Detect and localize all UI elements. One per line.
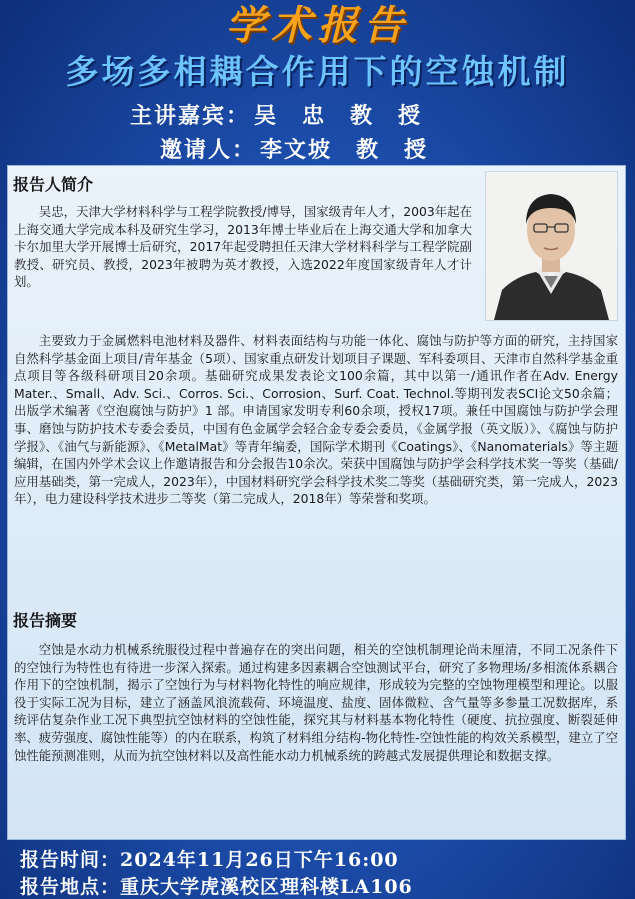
talk-topic: 多场多相耦合作用下的空蚀机制 <box>65 52 570 91</box>
speaker-photo <box>485 171 618 321</box>
abstract-heading: 报告摘要 <box>13 611 78 630</box>
bio-paragraph-2: 主要致力于金属燃料电池材料及器件、材料表面结构与功能一体化、腐蚀与防护等方面的研究，主持国家自然科学基金面上项目/青年基金（5项）、国家重点研发计划项目子课题、军科委项目、天津市自然科学基金重点项目等各级科研项目20余项。基础研究成果发表论文100余篇，其中以第一/通讯作者在Adv. Energy Mater.、Small、Adv. Sci.、Corros. Sci.、Corrosion、Surf. Coat. Technol.等期刊发表SCI论文50余篇；出版学术编著《空泡腐蚀与防护》1 部。申请国家发明专利60余项，授权17项。兼任中国腐蚀与防护学会理事、磨蚀与防护技术专委会委员，中国有色金属学会轻合金专委会委员，《金属学报（英文版）》、《腐蚀与防护学报》、《油气与新能源》、《MetalMat》等青年编委，国际学术期刊《Coatings》、《Nanomaterials》等主题编辑，在国内外学术会议上作邀请报告和分会报告10余次。荣获中国腐蚀与防护学会科学技术奖一等奖（基础/应用基础类，第一完成人，2023年），中国材料研究学会科学技术奖二等奖（基础研究类，第一完成人，2023年），电力建设科学技术进步二等奖（第二完成人，2018年）等荣誉和奖项。 <box>14 333 618 507</box>
speaker-portrait-graphic <box>486 172 617 320</box>
inviter-line <box>160 133 432 164</box>
bio-paragraph-1: 吴忠，天津大学材料科学与工程学院教授/博导，国家级青年人才，2003年起在上海交通大学完成本科及研究生学习，2013年博士毕业后在上海交通大学和加拿大卡尔加里大学开展博士后研究，2017年起受聘担任天津大学材料科学与工程学院副教授、研究员、教授，2023年被聘为英才教授，入选2022年度国家级青年人才计划。 <box>14 204 472 290</box>
inviter-label: 邀请人： <box>160 137 257 163</box>
poster-title: 学术报告 <box>225 2 410 49</box>
talk-time: 报告时间：2024年11月26日下午16:00 <box>20 849 399 871</box>
abstract-paragraph: 空蚀是水动力机械系统服役过程中普遍存在的突出问题，相关的空蚀机制理论尚未厘清，不同工况条件下的空蚀行为特性也有待进一步深入探索。通过构建多因素耦合空蚀测试平台，研究了多物理场/多相流体系耦合作用下的空蚀机制，揭示了空蚀行为与材料物化特性的响应规律，形成较为完整的空蚀物理模型和理论。以服役于实际工况为目标，建立了涵盖风浪流载荷、环境温度、盐度、固体微粒、含气量等多参量工况数据库，系统评估复杂作业工况下典型抗空蚀材料的空蚀性能，探究其与材料基本物化特性（硬度、抗拉强度、断裂延伸率、疲劳强度、腐蚀性能等）的内在联系，构筑了材料组分结构-物化特性-空蚀性能的构效关系模型，建立了空蚀性能预测准则，从而为抗空蚀材料以及高性能水动力机械系统的跨越式发展提供理论和数据支撑。 <box>14 642 618 763</box>
talk-location: 报告地点：重庆大学虎溪校区理科楼LA106 <box>20 876 413 898</box>
inviter-name: 李文坡 教 授 <box>260 137 429 163</box>
speaker-label: 主讲嘉宾： <box>130 103 251 129</box>
speaker-line <box>130 99 426 130</box>
content-card <box>7 165 626 840</box>
bio-heading: 报告人简介 <box>13 175 94 194</box>
speaker-name: 吴 忠 教 授 <box>254 103 423 129</box>
